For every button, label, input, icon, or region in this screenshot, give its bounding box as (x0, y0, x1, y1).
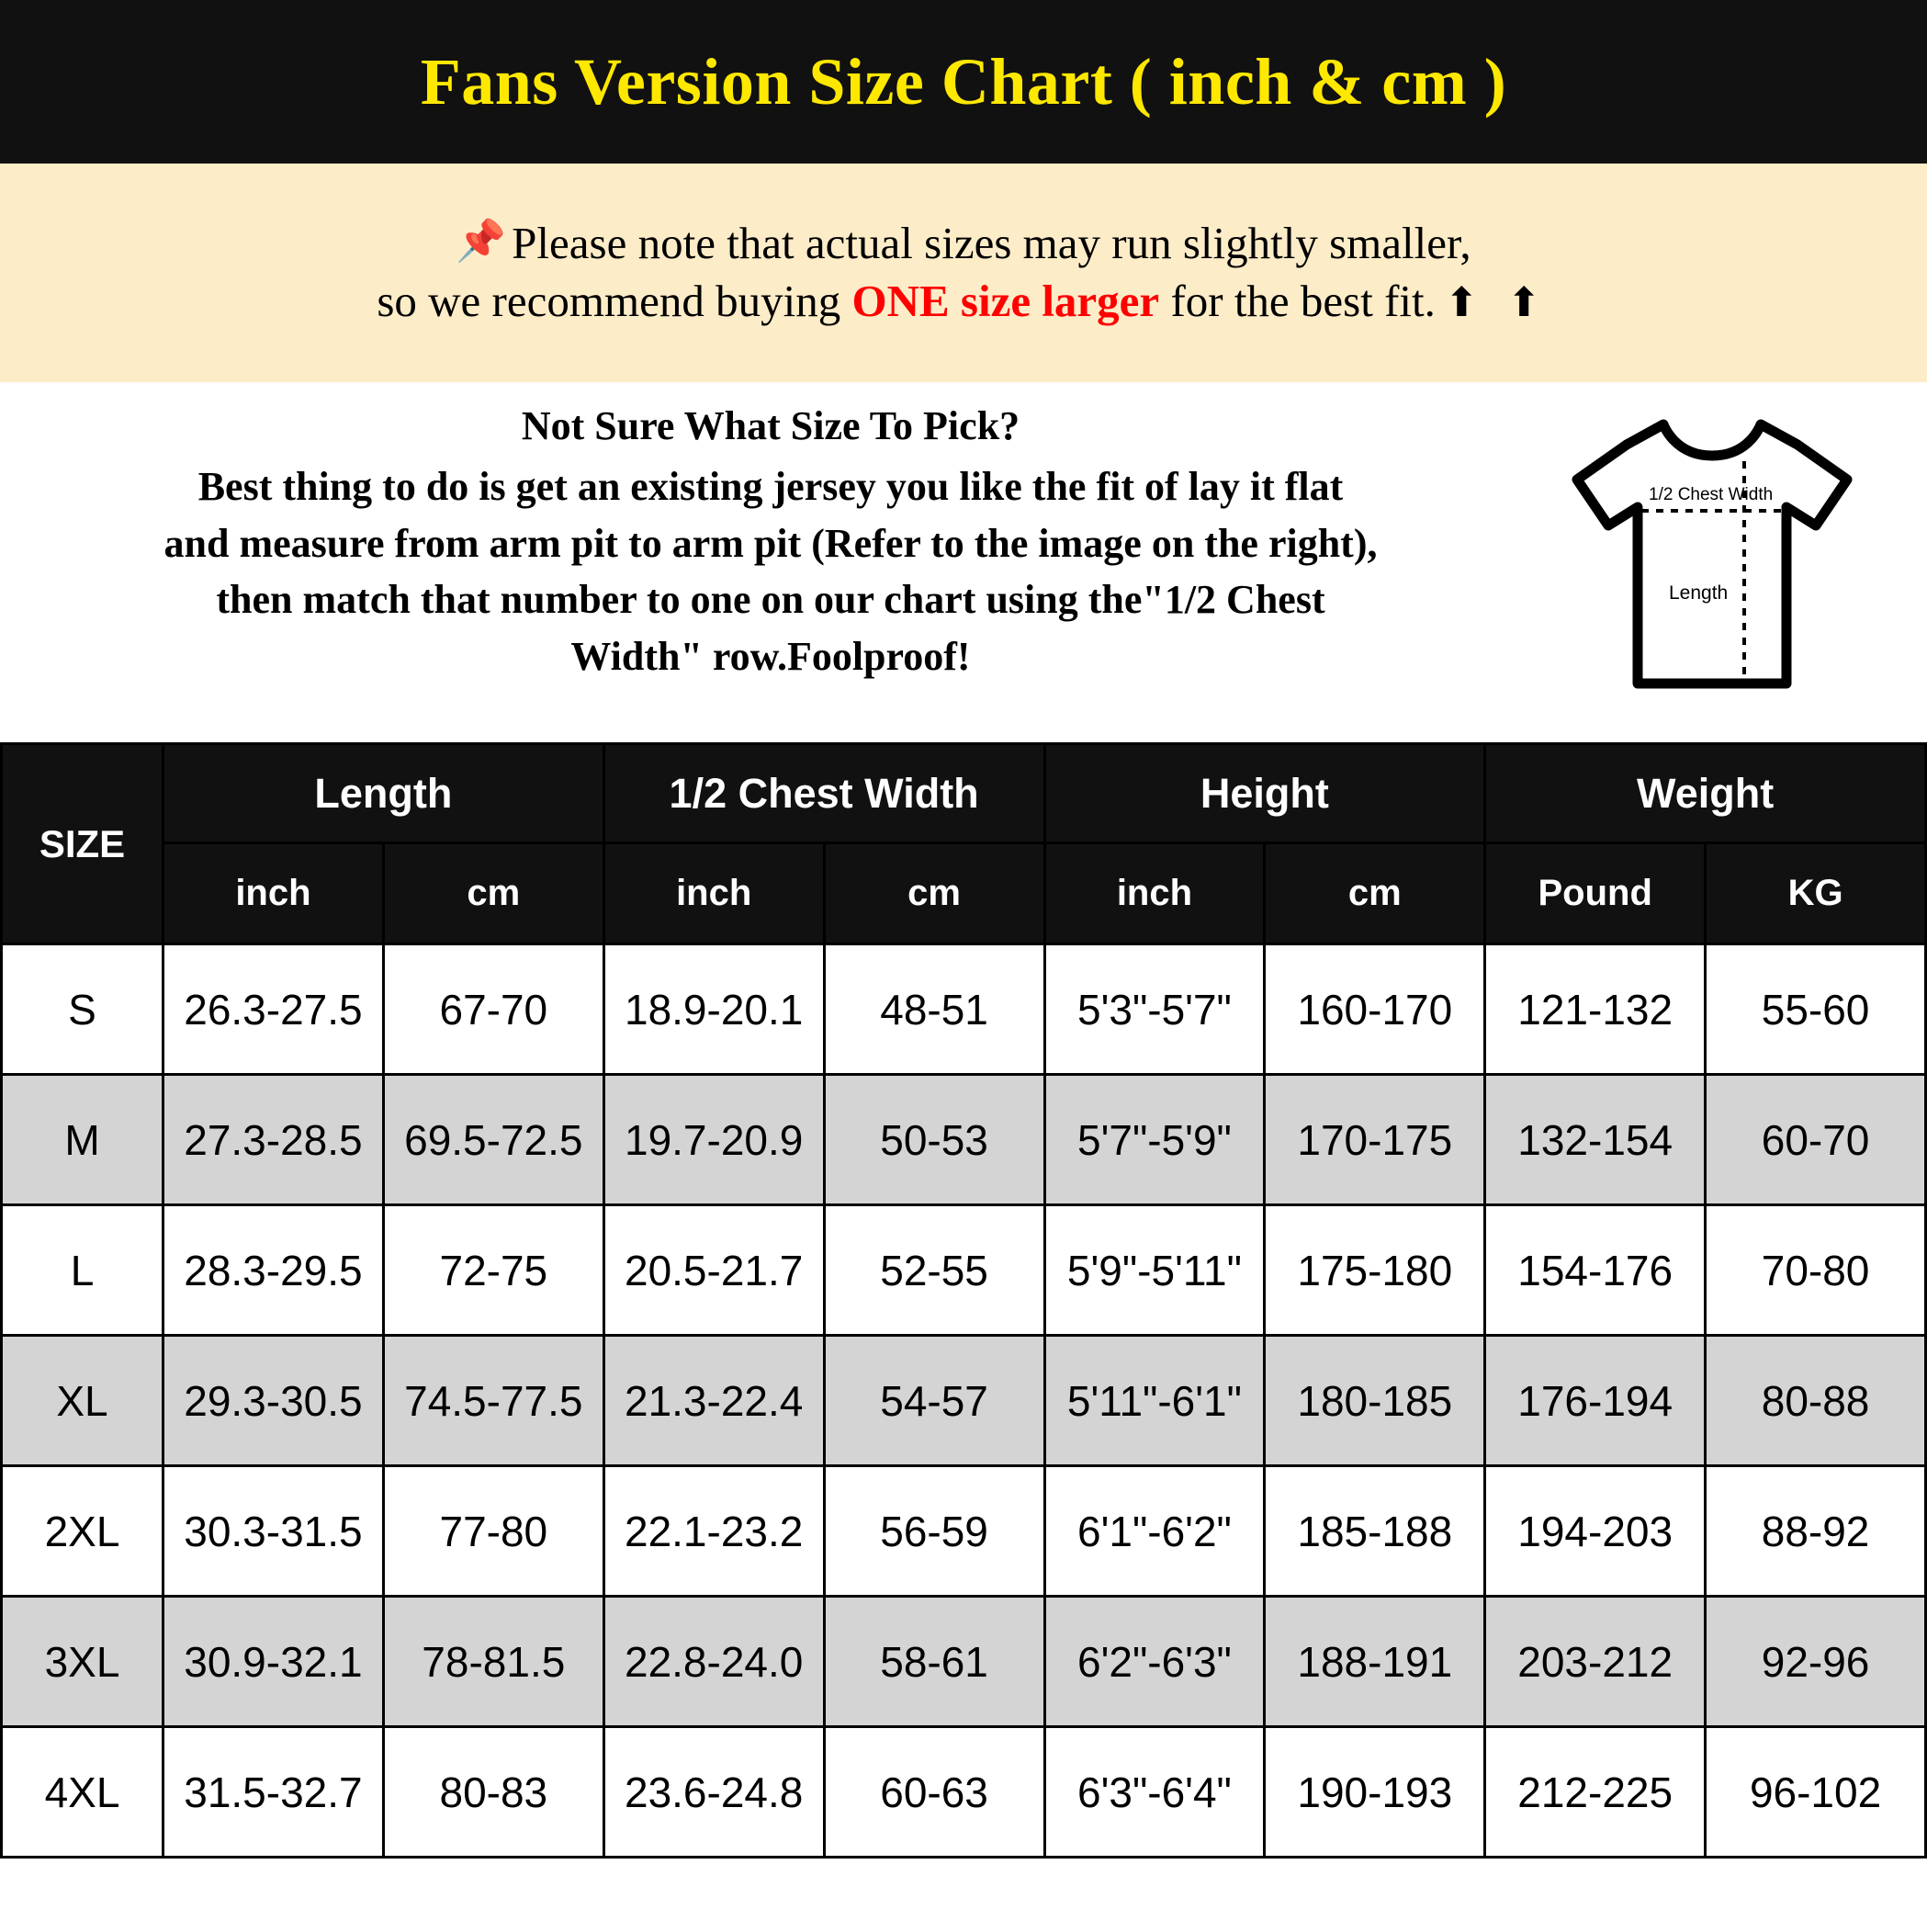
cell-chest-cm: 56-59 (824, 1466, 1044, 1597)
cell-chest-inch: 22.1-23.2 (603, 1466, 824, 1597)
cell-height-cm: 180-185 (1265, 1336, 1485, 1466)
cell-weight-kg: 88-92 (1706, 1466, 1926, 1597)
cell-length-inch: 28.3-29.5 (163, 1205, 384, 1336)
cell-weight-kg: 55-60 (1706, 944, 1926, 1075)
cell-weight-kg: 92-96 (1706, 1597, 1926, 1727)
cell-chest-inch: 19.7-20.9 (603, 1075, 824, 1205)
cell-weight-kg: 96-102 (1706, 1727, 1926, 1858)
cell-length-cm: 69.5-72.5 (383, 1075, 603, 1205)
tshirt-diagram-icon (1561, 408, 1864, 711)
cell-chest-cm: 54-57 (824, 1336, 1044, 1466)
cell-height-cm: 190-193 (1265, 1727, 1485, 1858)
table-row (2, 1597, 1926, 1727)
cell-size: 3XL (2, 1597, 163, 1727)
cell-chest-inch: 22.8-24.0 (603, 1597, 824, 1727)
header-unit-height-cm: cm (1265, 843, 1485, 944)
note-line-2-suffix: for the best fit. (1159, 276, 1436, 326)
note-highlight: ONE size larger (851, 276, 1160, 326)
header-unit-chest-inch: inch (603, 843, 824, 944)
cell-length-cm: 74.5-77.5 (383, 1336, 603, 1466)
page-title: Fans Version Size Chart ( inch & cm ) (420, 44, 1507, 119)
note-line-1-text: Please note that actual sizes may run slightly smaller, (512, 218, 1471, 269)
table-row (2, 1075, 1926, 1205)
cell-length-inch: 29.3-30.5 (163, 1336, 384, 1466)
help-text-block (0, 402, 1541, 684)
size-table-body (2, 944, 1926, 1858)
table-header-row-units (2, 843, 1926, 944)
table-row (2, 1727, 1926, 1858)
tshirt-diagram-wrap (1541, 402, 1927, 711)
cell-height-inch: 5'7"-5'9" (1044, 1075, 1265, 1205)
cell-length-inch: 31.5-32.7 (163, 1727, 384, 1858)
help-body-line-3: then match that number to one on our chart using the"1/2 Chest (216, 577, 1325, 623)
cell-height-cm: 170-175 (1265, 1075, 1485, 1205)
table-header-row-groups (2, 744, 1926, 843)
cell-chest-cm: 48-51 (824, 944, 1044, 1075)
cell-size: L (2, 1205, 163, 1336)
note-band (0, 164, 1927, 382)
cell-chest-cm: 50-53 (824, 1075, 1044, 1205)
cell-chest-cm: 52-55 (824, 1205, 1044, 1336)
help-body-line-4: Width" row.Foolproof! (570, 633, 971, 679)
header-unit-weight-pound: Pound (1485, 843, 1706, 944)
cell-size: M (2, 1075, 163, 1205)
help-section (0, 382, 1927, 742)
cell-chest-inch: 18.9-20.1 (603, 944, 824, 1075)
table-row (2, 1466, 1926, 1597)
cell-length-cm: 67-70 (383, 944, 603, 1075)
cell-weight-kg: 70-80 (1706, 1205, 1926, 1336)
header-unit-length-cm: cm (383, 843, 603, 944)
cell-chest-cm: 58-61 (824, 1597, 1044, 1727)
header-unit-weight-kg: KG (1706, 843, 1926, 944)
cell-height-inch: 6'3"-6'4" (1044, 1727, 1265, 1858)
cell-weight-pound: 154-176 (1485, 1205, 1706, 1336)
cell-size: XL (2, 1336, 163, 1466)
cell-length-cm: 78-81.5 (383, 1597, 603, 1727)
header-group-height: Height (1044, 744, 1485, 843)
help-body-line-1: Best thing to do is get an existing jersey you like the fit of lay it flat (197, 464, 1344, 509)
cell-chest-inch: 20.5-21.7 (603, 1205, 824, 1336)
cell-weight-kg: 80-88 (1706, 1336, 1926, 1466)
cell-length-cm: 72-75 (383, 1205, 603, 1336)
cell-chest-cm: 60-63 (824, 1727, 1044, 1858)
cell-height-inch: 5'11"-6'1" (1044, 1336, 1265, 1466)
header-unit-length-inch: inch (163, 843, 384, 944)
cell-weight-pound: 132-154 (1485, 1075, 1706, 1205)
cell-size: S (2, 944, 163, 1075)
title-bar (0, 0, 1927, 164)
cell-chest-inch: 21.3-22.4 (603, 1336, 824, 1466)
cell-weight-kg: 60-70 (1706, 1075, 1926, 1205)
cell-weight-pound: 212-225 (1485, 1727, 1706, 1858)
table-row (2, 944, 1926, 1075)
cell-height-inch: 5'9"-5'11" (1044, 1205, 1265, 1336)
header-unit-chest-cm: cm (824, 843, 1044, 944)
tshirt-length-label: Length (1669, 582, 1729, 604)
header-group-weight: Weight (1485, 744, 1926, 843)
cell-length-inch: 27.3-28.5 (163, 1075, 384, 1205)
tshirt-chest-label: 1/2 Chest Width (1649, 485, 1774, 504)
note-line-1 (456, 215, 1471, 273)
cell-weight-pound: 203-212 (1485, 1597, 1706, 1727)
header-group-chest: 1/2 Chest Width (603, 744, 1044, 843)
note-line-2 (377, 273, 1549, 331)
table-row (2, 1205, 1926, 1336)
cell-height-cm: 175-180 (1265, 1205, 1485, 1336)
cell-length-inch: 26.3-27.5 (163, 944, 384, 1075)
cell-length-inch: 30.3-31.5 (163, 1466, 384, 1597)
cell-length-cm: 80-83 (383, 1727, 603, 1858)
cell-height-cm: 160-170 (1265, 944, 1485, 1075)
cell-weight-pound: 194-203 (1485, 1466, 1706, 1597)
table-row (2, 1336, 1926, 1466)
cell-size: 4XL (2, 1727, 163, 1858)
note-line-2-prefix: so we recommend buying (377, 276, 852, 326)
cell-chest-inch: 23.6-24.8 (603, 1727, 824, 1858)
help-body-line-2: and measure from arm pit to arm pit (Refer to the image on the right), (163, 520, 1378, 566)
header-group-length: Length (163, 744, 604, 843)
cell-height-inch: 6'2"-6'3" (1044, 1597, 1265, 1727)
cell-weight-pound: 121-132 (1485, 944, 1706, 1075)
cell-weight-pound: 176-194 (1485, 1336, 1706, 1466)
header-unit-height-inch: inch (1044, 843, 1265, 944)
pushpin-icon: 📌 (456, 219, 507, 265)
cell-size: 2XL (2, 1466, 163, 1597)
help-title: Not Sure What Size To Pick? (521, 403, 1020, 448)
size-table (0, 742, 1927, 1859)
cell-height-inch: 6'1"-6'2" (1044, 1466, 1265, 1597)
cell-length-cm: 77-80 (383, 1466, 603, 1597)
cell-height-cm: 188-191 (1265, 1597, 1485, 1727)
size-table-head (2, 744, 1926, 944)
cell-height-inch: 5'3"-5'7" (1044, 944, 1265, 1075)
cell-height-cm: 185-188 (1265, 1466, 1485, 1597)
cell-length-inch: 30.9-32.1 (163, 1597, 384, 1727)
arrow-up-icon: ⬆ ⬆ (1444, 280, 1550, 325)
header-size: SIZE (2, 744, 163, 944)
